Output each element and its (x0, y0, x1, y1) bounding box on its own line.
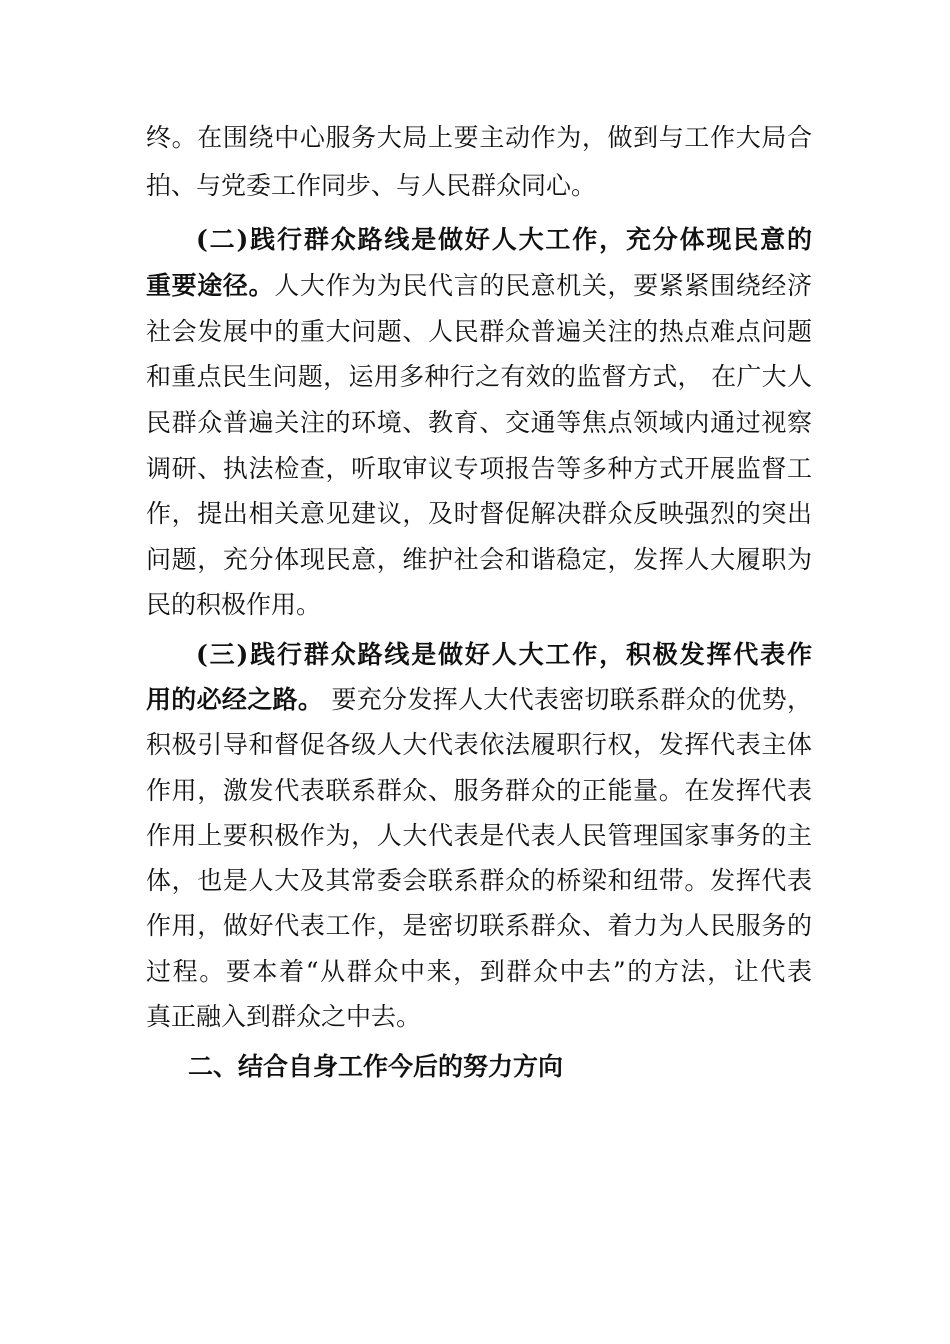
para2-line-6: 调研、执法检查，听取审议专项报告等多种方式开展监督工 (146, 454, 812, 483)
para2-line-2 (146, 264, 812, 308)
para2-line-7: 作，提出相关意见建议，及时督促解决群众反映强烈的突出 (146, 499, 812, 528)
para2-heading-end: 重要途径。 (146, 271, 275, 300)
para2-line-3: 社会发展中的重大问题、人民群众普遍关注的热点难点问题 (146, 317, 812, 346)
para3-heading-end: 用的必经之路。 (146, 685, 324, 714)
para3-line-2-rest: 要充分发挥人大代表密切联系群众的优势， (323, 685, 812, 714)
para3-heading-line-1: (三)践行群众路线是做好人大工作，积极发挥代表作 (196, 640, 812, 669)
para2-line-2-rest: 人大作为为民代言的民意机关，要紧紧围绕经济 (274, 271, 812, 300)
section-heading: 二、结合自身工作今后的努力方向 (188, 1052, 564, 1081)
para3-line-5: 作用上要积极作为，人大代表是代表人民管理国家事务的主 (146, 821, 812, 850)
para3-line-4: 作用，激发代表联系群众、服务群众的正能量。在发挥代表 (146, 776, 812, 805)
para3-line-2 (146, 678, 812, 722)
para3-line-6: 体，也是人大及其常委会联系群众的桥梁和纽带。发挥代表 (146, 866, 812, 895)
para2-line-8: 问题，充分体现民意，维护社会和谐稳定，发挥人大履职为 (146, 545, 812, 574)
para3-line-7: 作用，做好代表工作，是密切联系群众、着力为人民服务的 (146, 911, 812, 940)
para3-line-8: 过程。要本着“从群众中来，到群众中去”的方法，让代表 (146, 957, 812, 986)
para3-line-9: 真正融入到群众之中去。 (146, 1002, 422, 1031)
para2-line-5: 民群众普遍关注的环境、教育、交通等焦点领域内通过视察 (146, 408, 812, 437)
para3-line-3: 积极引导和督促各级人大代表依法履职行权，发挥代表主体 (146, 730, 812, 759)
intro-line-1: 终。在围绕中心服务大局上要主动作为，做到与工作大局合 (146, 123, 812, 152)
para2-line-4: 和重点民生问题，运用多种行之有效的监督方式， 在广大人 (146, 362, 812, 391)
intro-line-2: 拍、与党委工作同步、与人民群众同心。 (146, 171, 597, 200)
para2-line-9: 民的积极作用。 (146, 590, 322, 619)
para2-heading-line-1: (二)践行群众路线是做好人大工作，充分体现民意的 (196, 225, 812, 254)
